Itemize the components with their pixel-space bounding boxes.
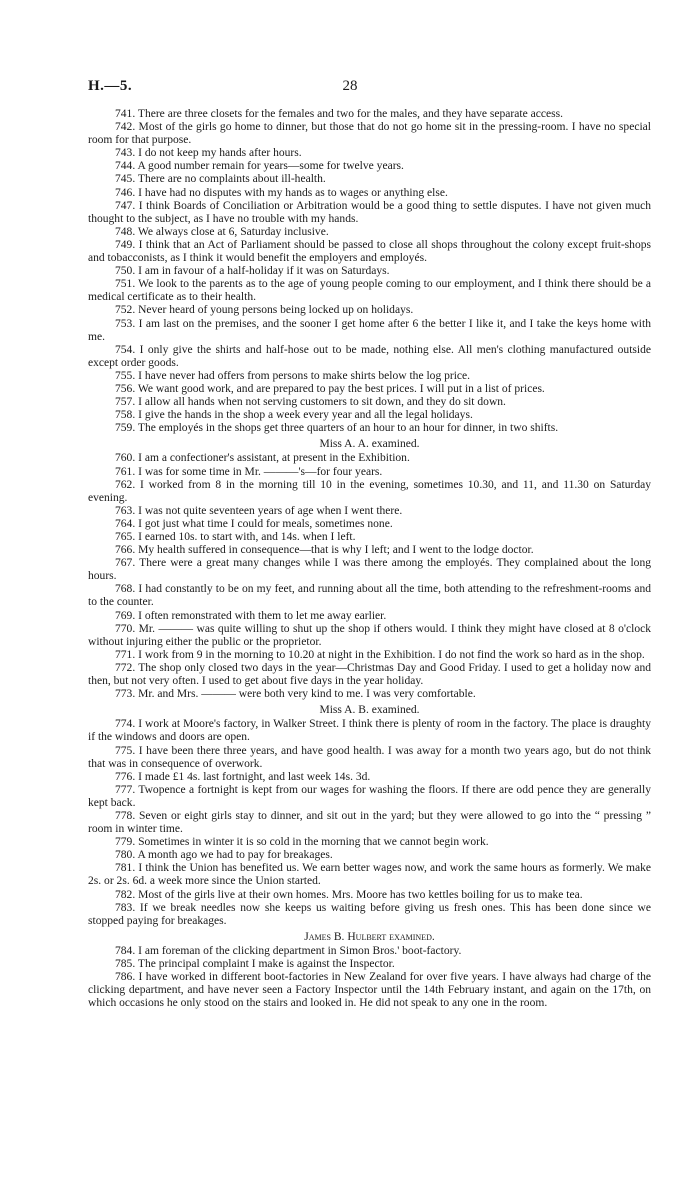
paragraph: 762. I worked from 8 in the morning till 10 in the evening, sometimes 10.30, and 11, and 11.30 on Saturday evening. xyxy=(88,478,651,504)
paragraph: 744. A good number remain for years—some for twelve years. xyxy=(115,160,404,173)
paragraph: 779. Sometimes in winter it is so cold in the morning that we cannot begin work. xyxy=(115,836,489,849)
paragraph: 783. If we break needles now she keeps us waiting before giving us fresh ones. This has been done since we stopped paying for breakages. xyxy=(88,901,651,927)
paragraph: 758. I give the hands in the shop a week every year and all the legal holidays. xyxy=(115,409,473,422)
page-header xyxy=(0,78,700,98)
document-reference: H.—5. xyxy=(88,78,133,94)
paragraph: 749. I think that an Act of Parliament should be passed to close all shops throughout the colony except fruit-shops and tobacconists, as I think it would benefit the employers and employés. xyxy=(88,238,651,265)
paragraph: 781. I think the Union has benefited us. We earn better wages now, and work the same hours as formerly. We make 2s. or 2s. 6d. a week more since the Union started. xyxy=(88,862,651,888)
paragraph: 785. The principal complaint I make is against the Inspector. xyxy=(115,958,395,970)
paragraph: 766. My health suffered in consequence—that is why I left; and I went to the lodge doctor. xyxy=(115,544,534,557)
paragraph: 750. I am in favour of a half-holiday if it was on Saturdays. xyxy=(115,265,390,278)
paragraph: 784. I am foreman of the clicking department in Simon Bros.' boot-factory. xyxy=(115,944,462,957)
paragraph: 763. I was not quite seventeen years of age when I went there. xyxy=(115,504,403,517)
paragraph: 786. I have worked in different boot-factories in New Zealand for over five years. I have always had charge of the clicking department, and have never seen a Factory Inspector until the 14th February instant, and again on the 17th, on which occasions he only stood on the stairs and looked in. He did not speak to any one in the room. xyxy=(88,971,651,1010)
paragraph: 782. Most of the girls live at their own homes. Mrs. Moore has two kettles boiling for us to make tea. xyxy=(115,888,583,901)
section-heading: James B. Hulbert examined. xyxy=(304,930,435,943)
paragraph: 752. Never heard of young persons being locked up on holidays. xyxy=(115,304,414,317)
paragraph: 770. Mr. ——— was quite willing to shut up the shop if others would. I think they might have closed at 8 o'clock without injuring either the public or the proprietor. xyxy=(88,622,651,648)
paragraph: 775. I have been there three years, and have good health. I was away for a month two years ago, but do not think that was in consequence of overwork. xyxy=(88,744,651,770)
paragraph: 764. I got just what time I could for meals, sometimes none. xyxy=(115,517,393,530)
paragraph: 748. We always close at 6, Saturday inclusive. xyxy=(115,225,329,238)
paragraph: 780. A month ago we had to pay for breakages. xyxy=(115,849,333,862)
paragraph: 760. I am a confectioner's assistant, at present in the Exhibition. xyxy=(115,452,410,465)
paragraph: 755. I have never had offers from persons to make shirts below the log price. xyxy=(115,369,471,382)
paragraph: 774. I work at Moore's factory, in Walker Street. I think there is plenty of room in the factory. The place is draughty if the windows and doors are open. xyxy=(88,718,651,744)
paragraph: 776. I made £1 4s. last fortnight, and last week 14s. 3d. xyxy=(115,770,371,783)
section-heading: Miss A. B. examined. xyxy=(319,704,420,717)
paragraph: 753. I am last on the premises, and the sooner I get home after 6 the better I like it, and I take the keys home with me. xyxy=(88,317,651,343)
paragraph: 754. I only give the shirts and half-hose out to be made, nothing else. All men's clothing manufactured outside except order goods. xyxy=(88,343,651,369)
section-heading: Miss A. A. examined. xyxy=(319,438,420,451)
paragraph: 772. The shop only closed two days in the year—Christmas Day and Good Friday. I used to get a holiday now and then, but not very often. I used to get about five days in the year holiday. xyxy=(88,661,651,688)
paragraph: 767. There were a great many changes while I was there among the employés. They complained about the long hours. xyxy=(88,557,651,583)
paragraph: 746. I have had no disputes with my hands as to wages or anything else. xyxy=(115,186,448,199)
paragraph: 751. We look to the parents as to the age of young people coming to our employment, and I think there should be a medical certificate as to their health. xyxy=(88,278,651,304)
paragraph: 768. I had constantly to be on my feet, and running about all the time, both attending to the refreshment-rooms and to the counter. xyxy=(88,583,651,609)
paragraph: 747. I think Boards of Conciliation or Arbitration would be a good thing to settle disputes. I have not given much thought to the subject, as I have no trouble with my hands. xyxy=(88,199,651,225)
paragraph: 745. There are no complaints about ill-health. xyxy=(115,173,326,186)
paragraph: 757. I allow all hands when not serving customers to sit down, and they do sit down. xyxy=(115,396,506,409)
paragraph: 761. I was for some time in Mr. ———'s—for four years. xyxy=(115,465,383,478)
paragraph: 765. I earned 10s. to start with, and 14s. when I left. xyxy=(115,531,356,543)
page-number: 28 xyxy=(342,78,358,94)
paragraph: 742. Most of the girls go home to dinner, but those that do not go home sit in the pressing-room. I have no special room for that purpose. xyxy=(88,121,651,147)
paragraph: 773. Mr. and Mrs. ——— were both very kind to me. I was very comfortable. xyxy=(115,688,476,701)
paragraph: 771. I work from 9 in the morning to 10.20 at night in the Exhibition. I do not find the work so hard as in the shop. xyxy=(115,648,645,661)
paragraph: 743. I do not keep my hands after hours. xyxy=(115,147,302,160)
paragraph: 777. Twopence a fortnight is kept from our wages for washing the floors. If there are odd pence they are generally kept back. xyxy=(88,783,651,809)
paragraph: 778. Seven or eight girls stay to dinner, and sit out in the yard; but they were allowed to go into the “ pressing ” room in winter time. xyxy=(88,809,651,836)
paragraph: 769. I often remonstrated with them to let me away earlier. xyxy=(115,609,387,622)
paragraph: 741. There are three closets for the females and two for the males, and they have separate access. xyxy=(115,108,563,120)
paragraph: 759. The employés in the shops get three quarters of an hour to an hour for dinner, in two shifts. xyxy=(115,422,559,435)
paragraph: 756. We want good work, and are prepared to pay the best prices. I will put in a list of prices. xyxy=(115,382,545,395)
document-body xyxy=(88,108,651,1010)
